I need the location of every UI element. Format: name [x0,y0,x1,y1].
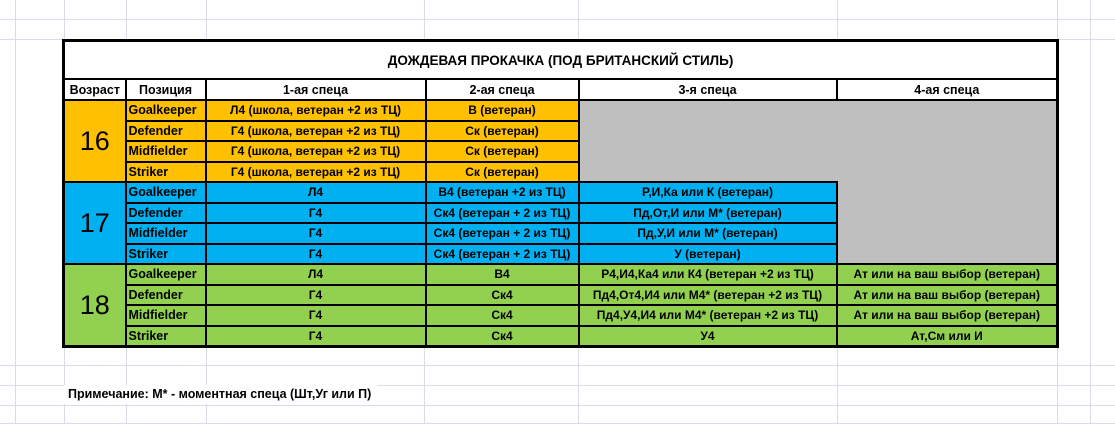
grid-hline [0,19,1115,20]
cell-16-midfielder-position[interactable]: Midfielder [126,141,206,162]
cell-18-defender-spec3[interactable]: Пд4,От4,И4 или М4* (ветеран +2 из ТЦ) [579,285,837,306]
cell-18-striker-spec3[interactable]: У4 [579,326,837,347]
cell-16-striker-spec1[interactable]: Г4 (школа, ветеран +2 из ТЦ) [206,162,426,183]
cell-16-goalkeeper-position[interactable]: Goalkeeper [126,100,206,121]
cell-18-goalkeeper-spec3[interactable]: Р4,И4,Ка4 или К4 (ветеран +2 из ТЦ) [579,264,837,285]
grid-hline [0,365,1115,366]
training-plan-table-wrap [62,39,1059,348]
cell-16-defender-position[interactable]: Defender [126,121,206,142]
cell-17-midfielder-position[interactable]: Midfielder [126,223,206,244]
cell-17-goalkeeper-spec3[interactable]: Р,И,Ка или К (ветеран) [579,182,837,203]
cell-17-striker-spec3[interactable]: У (ветеран) [579,244,837,265]
cell-18-striker-spec2[interactable]: Ск4 [426,326,579,347]
cell-18-midfielder-spec1[interactable]: Г4 [206,305,426,326]
cell-17-goalkeeper-spec2[interactable]: В4 (ветеран +2 из ТЦ) [426,182,579,203]
cell-17-midfielder-spec3[interactable]: Пд,У,И или М* (ветеран) [579,223,837,244]
row-18-goalkeeper [64,264,1058,285]
header-age[interactable]: Возраст [64,79,126,100]
row-18-midfielder [64,305,1058,326]
cell-17-midfielder-spec1[interactable]: Г4 [206,223,426,244]
empty-region-17-spec4[interactable] [837,182,1058,264]
cell-18-defender-spec2[interactable]: Ск4 [426,285,579,306]
row-17-goalkeeper [64,182,1058,203]
cell-16-striker-position[interactable]: Striker [126,162,206,183]
cell-16-goalkeeper-spec2[interactable]: В (ветеран) [426,100,579,121]
cell-age-18[interactable]: 18 [64,264,126,347]
cell-17-midfielder-spec2[interactable]: Ск4 (ветеран + 2 из ТЦ) [426,223,579,244]
cell-17-striker-spec2[interactable]: Ск4 (ветеран + 2 из ТЦ) [426,244,579,265]
cell-17-defender-spec3[interactable]: Пд,От,И или М* (ветеран) [579,203,837,224]
title-row [64,41,1058,80]
cell-age-17[interactable]: 17 [64,182,126,264]
cell-17-goalkeeper-spec1[interactable]: Л4 [206,182,426,203]
header-spec3[interactable]: 3-я спеца [579,79,837,100]
table-title-cell[interactable]: ДОЖДЕВАЯ ПРОКАЧКА (ПОД БРИТАНСКИЙ СТИЛЬ) [64,41,1058,80]
cell-17-defender-spec1[interactable]: Г4 [206,203,426,224]
cell-17-striker-position[interactable]: Striker [126,244,206,265]
grid-vline [1090,0,1091,424]
cell-16-goalkeeper-spec1[interactable]: Л4 (школа, ветеран +2 из ТЦ) [206,100,426,121]
cell-18-defender-spec4[interactable]: Ат или на ваш выбор (ветеран) [837,285,1058,306]
cell-18-midfielder-position[interactable]: Midfielder [126,305,206,326]
cell-18-striker-spec4[interactable]: Ат,См или И [837,326,1058,347]
grid-vline [15,0,16,424]
header-row [64,79,1058,100]
cell-18-striker-position[interactable]: Striker [126,326,206,347]
grid-hline [0,405,1115,406]
cell-18-defender-spec1[interactable]: Г4 [206,285,426,306]
note-cell[interactable]: Примечание: М* - моментная спеца (Шт,Уг или П) [64,385,377,404]
cell-18-midfielder-spec3[interactable]: Пд4,У4,И4 или М4* (ветеран +2 из ТЦ) [579,305,837,326]
cell-18-goalkeeper-spec2[interactable]: В4 [426,264,579,285]
cell-18-striker-spec1[interactable]: Г4 [206,326,426,347]
cell-18-defender-position[interactable]: Defender [126,285,206,306]
header-spec2[interactable]: 2-ая спеца [426,79,579,100]
cell-age-16[interactable]: 16 [64,100,126,182]
header-spec1[interactable]: 1-ая спеца [206,79,426,100]
cell-17-defender-position[interactable]: Defender [126,203,206,224]
cell-17-goalkeeper-position[interactable]: Goalkeeper [126,182,206,203]
header-position[interactable]: Позиция [126,79,206,100]
cell-17-striker-spec1[interactable]: Г4 [206,244,426,265]
cell-16-midfielder-spec1[interactable]: Г4 (школа, ветеран +2 из ТЦ) [206,141,426,162]
cell-18-midfielder-spec4[interactable]: Ат или на ваш выбор (ветеран) [837,305,1058,326]
row-18-striker [64,326,1058,347]
cell-18-goalkeeper-position[interactable]: Goalkeeper [126,264,206,285]
cell-18-goalkeeper-spec1[interactable]: Л4 [206,264,426,285]
cell-16-defender-spec2[interactable]: Ск (ветеран) [426,121,579,142]
row-16-goalkeeper [64,100,1058,121]
empty-region-16-spec3-spec4[interactable] [579,100,1058,182]
cell-17-defender-spec2[interactable]: Ск4 (ветеран + 2 из ТЦ) [426,203,579,224]
cell-16-midfielder-spec2[interactable]: Ск (ветеран) [426,141,579,162]
cell-18-goalkeeper-spec4[interactable]: Ат или на ваш выбор (ветеран) [837,264,1058,285]
cell-16-defender-spec1[interactable]: Г4 (школа, ветеран +2 из ТЦ) [206,121,426,142]
cell-18-midfielder-spec2[interactable]: Ск4 [426,305,579,326]
header-spec4[interactable]: 4-ая спеца [837,79,1058,100]
cell-16-striker-spec2[interactable]: Ск (ветеран) [426,162,579,183]
training-plan-table [62,39,1059,348]
row-18-defender [64,285,1058,306]
